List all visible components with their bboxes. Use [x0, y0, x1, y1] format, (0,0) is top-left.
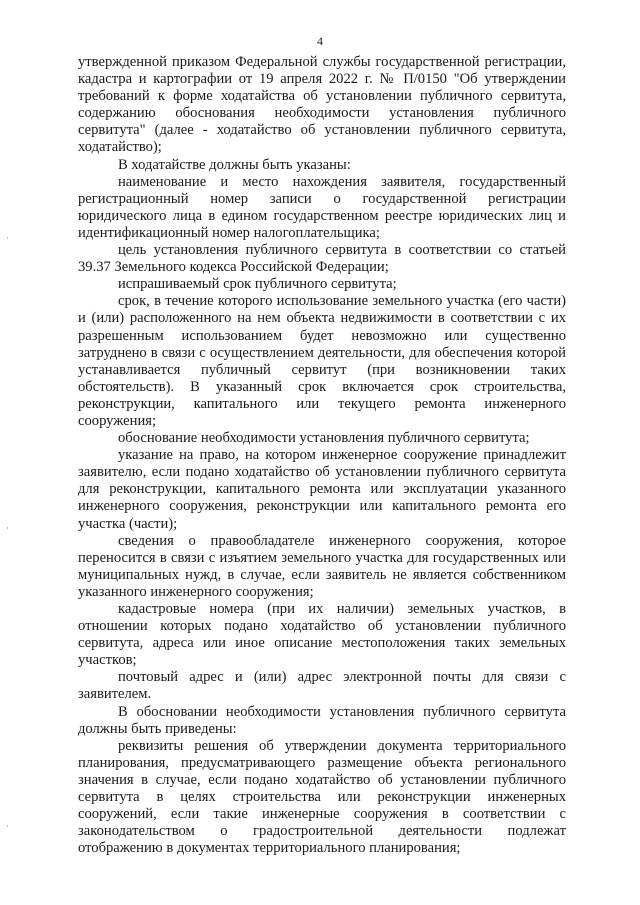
- paragraph-restriction-term: срок, в течение которого использование земельного участка (его части) и (или) расположенного на нем объекта недвижимости в соответствии с их разрешенным использованием будет невозможно или существенно затруднено в связи с осуществлением деятельности, для обеспечения которой устанавливается публичный сервитут (при возникновении таких обстоятельств). В указанный срок включается срок строительства, реконструкции, капитального или текущего ремонта инженерного сооружения;: [78, 293, 566, 429]
- scan-margin-mark: ·: [6, 233, 9, 243]
- document-body: [78, 54, 566, 857]
- paragraph-justification-intro: В обосновании необходимости установления публичного сервитута должны быть приведены:: [78, 703, 566, 737]
- paragraph-ownership-right: указание на право, на котором инженерное сооружение принадлежит заявителю, если подано ходатайство об установлении публичного сервитута для реконструкции, капитального ремонта или эксплуатации указанного инженерного сооружения, реконструкции или капитального ремонта его участка (части);: [78, 447, 566, 532]
- paragraph-petition-intro: В ходатайстве должны быть указаны:: [118, 156, 351, 173]
- paragraph-applicant-name: наименование и место нахождения заявителя, государственный регистрационный номер записи о государственной регистрации юридического лица в едином государственном реестре юридических лиц и идентификационный номер налогоплательщика;: [78, 173, 566, 241]
- paragraph-requested-term: испрашиваемый срок публичного сервитута;: [118, 276, 397, 293]
- page-number: 4: [317, 34, 323, 48]
- scan-margin-mark: ·: [6, 523, 9, 533]
- paragraph-servitude-purpose: цель установления публичного сервитута в соответствии со статьей 39.37 Земельного кодекса Российской Федерации;: [78, 242, 566, 276]
- paragraph-order-reference: утвержденной приказом Федеральной службы государственной регистрации, кадастра и картографии от 19 апреля 2022 г. № П/0150 "Об утверждении требований к форме ходатайства об установлении публичного сервитута, содержанию обоснования необходимости установления публичного сервитута" (далее - ходатайство об установлении публичного сервитута, ходатайство);: [78, 54, 566, 156]
- paragraph-justification: обоснование необходимости установления публичного сервитута;: [118, 430, 530, 447]
- paragraph-planning-decision: реквизиты решения об утверждении документа территориального планирования, предусматривающего размещение объекта регионального значения в случае, если подано ходатайство об установлении публичного сервитута в целях строительства или реконструкции инженерных сооружений, если такие инженерные сооружения в соответствии с законодательством о градостроительной деятельности подлежат отображению в документах территориального планирования;: [78, 737, 566, 857]
- paragraph-contact-address: почтовый адрес и (или) адрес электронной почты для связи с заявителем.: [78, 669, 566, 703]
- paragraph-cadastral-numbers: кадастровые номера (при их наличии) земельных участков, в отношении которых подано ходатайство об установлении публичного сервитута, адреса или иное описание местоположения таких земельных участков;: [78, 601, 566, 669]
- scan-margin-mark: ·: [6, 821, 9, 831]
- paragraph-owner-info: сведения о правообладателе инженерного сооружения, которое переносится в связи с изъятием земельного участка для государственных или муниципальных нужд, в случае, если заявитель не является собственником указанного инженерного сооружения;: [78, 532, 566, 600]
